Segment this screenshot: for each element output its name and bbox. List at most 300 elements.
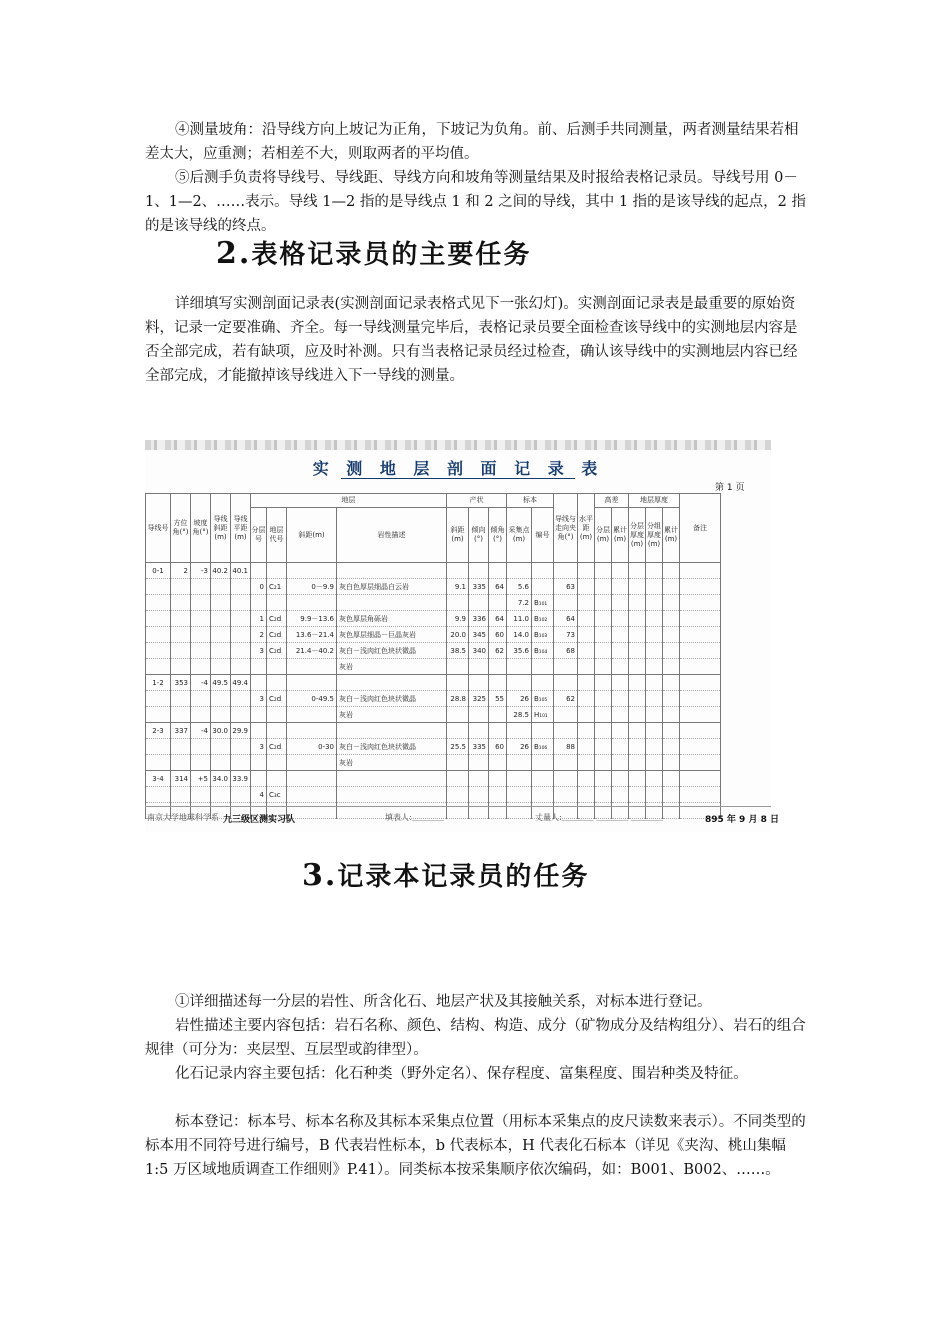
cell-empty: [629, 691, 646, 707]
header-layer-no: 分层号: [251, 508, 267, 563]
cell-attitude-distance: [447, 675, 469, 691]
cell-attitude-distance: [447, 755, 469, 771]
cell-attitude-distance: 28.8: [447, 691, 469, 707]
cell-flat-distance: [231, 739, 251, 755]
cell-azimuth: [171, 739, 191, 755]
cell-sample-point: [507, 787, 532, 803]
cell-traverse-no: [146, 691, 171, 707]
cell-empty: [646, 595, 663, 611]
cell-strike-angle: [554, 707, 578, 723]
cell-strike-angle: 68: [554, 643, 578, 659]
footer-rule: [145, 806, 771, 807]
cell-empty: [578, 691, 595, 707]
header-height-layer: 分层(m): [595, 508, 612, 563]
table-row: [146, 675, 721, 691]
paragraph-layer-description: ①详细描述每一分层的岩性、所含化石、地层产状及其接触关系，对标本进行登记。: [175, 994, 712, 1010]
cell-empty: [595, 659, 612, 675]
header-height-total: 累计(m): [612, 508, 629, 563]
scan-artifact-bar: [145, 440, 771, 450]
cell-empty: [680, 771, 721, 787]
cell-empty: [646, 627, 663, 643]
cell-attitude-distance: 38.5: [447, 643, 469, 659]
cell-empty: [629, 707, 646, 723]
cell-dip-angle: [489, 755, 507, 771]
cell-empty: [629, 771, 646, 787]
cell-azimuth: [171, 787, 191, 803]
cell-empty: [612, 771, 629, 787]
cell-empty: [612, 643, 629, 659]
cell-strike-angle: [554, 563, 578, 579]
cell-slope-distance: [211, 659, 231, 675]
cell-distance: [287, 755, 337, 771]
cell-sample-point: [507, 755, 532, 771]
cell-empty: [578, 611, 595, 627]
table-row: [146, 659, 721, 675]
cell-empty: [595, 611, 612, 627]
cell-strike-angle: [554, 771, 578, 787]
cell-strike-angle: 63: [554, 579, 578, 595]
cell-empty: [629, 611, 646, 627]
cell-empty: [680, 611, 721, 627]
table-row: [146, 723, 721, 739]
cell-slope-distance: [211, 755, 231, 771]
cell-distance: 13.6－21.4: [287, 627, 337, 643]
cell-empty: [663, 595, 680, 611]
cell-empty: [578, 595, 595, 611]
cell-lithology: [337, 723, 447, 739]
cell-layer-no: [251, 595, 267, 611]
cell-sample-no: [532, 755, 554, 771]
cell-dip-angle: [489, 659, 507, 675]
cell-empty: [646, 659, 663, 675]
cell-distance: [287, 771, 337, 787]
cell-layer-no: [251, 707, 267, 723]
cell-sample-no: B₁₀₆: [532, 739, 554, 755]
header-lithology: 岩性描述: [337, 508, 447, 563]
cell-distance: [287, 595, 337, 611]
cell-dip-angle: [489, 563, 507, 579]
header-group-sample: 标本: [507, 494, 554, 508]
table-row: [146, 739, 721, 755]
cell-empty: [612, 579, 629, 595]
header-sample-point: 采集点(m): [507, 508, 532, 563]
cell-slope: [191, 691, 211, 707]
cell-attitude-distance: [447, 563, 469, 579]
cell-dip-angle: 64: [489, 579, 507, 595]
cell-attitude-distance: 25.5: [447, 739, 469, 755]
cell-empty: [612, 691, 629, 707]
cell-attitude-distance: [447, 707, 469, 723]
cell-stratum-code: [267, 755, 287, 771]
cell-empty: [578, 659, 595, 675]
cell-dip-direction: 340: [469, 643, 489, 659]
cell-empty: [680, 659, 721, 675]
cell-slope: [191, 643, 211, 659]
cell-dip-direction: [469, 659, 489, 675]
cell-distance: 9.9－13.6: [287, 611, 337, 627]
cell-dip-direction: [469, 787, 489, 803]
footer-filler: 填表人:＿＿＿＿: [385, 813, 444, 822]
table-row: [146, 691, 721, 707]
record-table-image: [145, 440, 779, 832]
cell-azimuth: [171, 691, 191, 707]
cell-layer-no: 2: [251, 627, 267, 643]
cell-traverse-no: [146, 739, 171, 755]
cell-slope: [191, 627, 211, 643]
cell-empty: [629, 787, 646, 803]
cell-lithology: 灰白－浅肉红色块状微晶: [337, 643, 447, 659]
header-distance: 斜距(m): [287, 508, 337, 563]
cell-dip-direction: [469, 723, 489, 739]
header-dip-direction: 倾向(°): [469, 508, 489, 563]
cell-empty: [595, 691, 612, 707]
cell-empty: [612, 627, 629, 643]
cell-sample-point: 5.6: [507, 579, 532, 595]
cell-attitude-distance: [447, 659, 469, 675]
cell-flat-distance: [231, 707, 251, 723]
cell-empty: [578, 755, 595, 771]
cell-dip-direction: 345: [469, 627, 489, 643]
cell-flat-distance: 40.1: [231, 563, 251, 579]
cell-lithology: [337, 771, 447, 787]
cell-dip-angle: [489, 675, 507, 691]
cell-traverse-no: [146, 579, 171, 595]
cell-azimuth: [171, 659, 191, 675]
cell-empty: [612, 787, 629, 803]
cell-empty: [680, 755, 721, 771]
cell-slope: [191, 659, 211, 675]
footer-team: 九三级区测实习队: [223, 815, 296, 825]
cell-stratum-code: [267, 707, 287, 723]
header-group-thickness: 地层厚度: [629, 494, 680, 508]
cell-dip-direction: 325: [469, 691, 489, 707]
cell-slope-distance: [211, 579, 231, 595]
cell-layer-no: [251, 771, 267, 787]
cell-strike-angle: 64: [554, 611, 578, 627]
cell-strike-angle: [554, 675, 578, 691]
cell-empty: [663, 739, 680, 755]
cell-empty: [578, 627, 595, 643]
cell-lithology: 灰白－浅肉红色块状微晶: [337, 691, 447, 707]
cell-slope-distance: [211, 643, 231, 659]
cell-empty: [680, 691, 721, 707]
cell-empty: [680, 787, 721, 803]
cell-strike-angle: 73: [554, 627, 578, 643]
cell-slope-distance: 49.5: [211, 675, 231, 691]
cell-slope-distance: [211, 739, 231, 755]
cell-sample-no: [532, 579, 554, 595]
cell-slope-distance: 40.2: [211, 563, 231, 579]
cell-slope: [191, 611, 211, 627]
cell-lithology: 灰岩: [337, 755, 447, 771]
cell-flat-distance: [231, 579, 251, 595]
header-sample-no: 编号: [532, 508, 554, 563]
cell-traverse-no: 2-3: [146, 723, 171, 739]
cell-lithology: 灰白色厚层细晶白云岩: [337, 579, 447, 595]
cell-dip-angle: 62: [489, 643, 507, 659]
cell-slope: [191, 579, 211, 595]
cell-empty: [595, 643, 612, 659]
paragraph-slope-measurement: ④测量坡角：沿导线方向上坡记为正角，下坡记为负角。前、后测手共同测量，两者测量结果若相差太大，应重测；若相差不大，则取两者的平均值。: [145, 122, 799, 162]
cell-empty: [646, 611, 663, 627]
cell-empty: [680, 739, 721, 755]
cell-empty: [663, 787, 680, 803]
paragraph-sample-registration: 标本登记：标本号、标本名称及其标本采集点位置（用标本采集点的皮尺读数来表示）。不同类型的标本用不同符号进行编号，B 代表岩性标本，b 代表标本，H 代表化石标本（详见《夹沟、桃山集幅 1:5 万区域地质调查工作细则》P.41）。同类标本按采集顺序依次编码，如：B001、B002、……。: [145, 1114, 806, 1178]
cell-distance: [287, 675, 337, 691]
cell-stratum-code: C₂d: [267, 739, 287, 755]
cell-empty: [663, 755, 680, 771]
cell-lithology: 灰岩: [337, 707, 447, 723]
cell-empty: [680, 707, 721, 723]
cell-layer-no: [251, 563, 267, 579]
cell-stratum-code: C₃c: [267, 787, 287, 803]
paragraph-table-recorder: 详细填写实测剖面记录表(实测剖面记录表格式见下一张幻灯)。实测剖面记录表是最重要的原始资料，记录一定要准确、齐全。每一导线测量完毕后，表格记录员要全面检查该导线中的实测地层内容是否全部完成，若有缺项，应及时补测。只有当表格记录员经过检查，确认该导线中的实测地层内容已经全部完成，才能撤掉该导线进入下一导线的测量。: [145, 296, 798, 384]
cell-empty: [629, 723, 646, 739]
cell-attitude-distance: 9.9: [447, 611, 469, 627]
cell-flat-distance: [231, 787, 251, 803]
cell-stratum-code: C₂d: [267, 627, 287, 643]
cell-flat-distance: [231, 627, 251, 643]
cell-layer-no: [251, 675, 267, 691]
header-dip-angle: 倾角(°): [489, 508, 507, 563]
cell-sample-no: [532, 659, 554, 675]
cell-empty: [629, 579, 646, 595]
cell-empty: [663, 627, 680, 643]
cell-empty: [629, 675, 646, 691]
cell-empty: [646, 691, 663, 707]
header-thickness-group: 分组厚度(m): [646, 508, 663, 563]
table-row: [146, 755, 721, 771]
cell-dip-direction: 336: [469, 611, 489, 627]
cell-empty: [646, 771, 663, 787]
cell-traverse-no: [146, 787, 171, 803]
cell-empty: [578, 739, 595, 755]
cell-dip-angle: 55: [489, 691, 507, 707]
cell-sample-no: B₁₀₃: [532, 627, 554, 643]
cell-stratum-code: [267, 771, 287, 787]
header-azimuth: 方位角(°): [171, 494, 191, 563]
cell-strike-angle: [554, 755, 578, 771]
cell-layer-no: 1: [251, 611, 267, 627]
cell-lithology: 灰色厚层角砾岩: [337, 611, 447, 627]
cell-lithology: [337, 563, 447, 579]
cell-layer-no: 3: [251, 739, 267, 755]
header-remark: 备注: [680, 494, 721, 563]
cell-empty: [595, 563, 612, 579]
cell-attitude-distance: [447, 723, 469, 739]
cell-empty: [612, 739, 629, 755]
table-row: [146, 707, 721, 723]
table-row: [146, 611, 721, 627]
record-table-footer: [145, 808, 779, 828]
cell-empty: [680, 675, 721, 691]
cell-distance: [287, 723, 337, 739]
cell-sample-point: [507, 771, 532, 787]
cell-empty: [663, 723, 680, 739]
cell-empty: [578, 723, 595, 739]
header-flat-distance: 导线平距(m): [231, 494, 251, 563]
cell-slope-distance: [211, 595, 231, 611]
cell-layer-no: [251, 659, 267, 675]
cell-slope-distance: [211, 787, 231, 803]
cell-layer-no: 3: [251, 643, 267, 659]
cell-traverse-no: [146, 707, 171, 723]
cell-stratum-code: C₂1: [267, 579, 287, 595]
cell-attitude-distance: [447, 595, 469, 611]
cell-empty: [578, 771, 595, 787]
cell-empty: [663, 691, 680, 707]
table-row: [146, 643, 721, 659]
cell-empty: [595, 739, 612, 755]
cell-empty: [612, 595, 629, 611]
header-horizontal-distance: 水平距(m): [578, 494, 595, 563]
header-slope: 坡度角(°): [191, 494, 211, 563]
cell-flat-distance: 49.4: [231, 675, 251, 691]
cell-slope: -3: [191, 563, 211, 579]
cell-empty: [578, 579, 595, 595]
cell-attitude-distance: 20.0: [447, 627, 469, 643]
cell-empty: [595, 675, 612, 691]
cell-empty: [578, 707, 595, 723]
cell-empty: [595, 707, 612, 723]
cell-empty: [595, 579, 612, 595]
table-row: [146, 595, 721, 611]
cell-slope: [191, 595, 211, 611]
cell-distance: [287, 707, 337, 723]
cell-flat-distance: [231, 659, 251, 675]
paragraph-lithology-content: 岩性描述主要内容包括：岩石名称、颜色、结构、构造、成分（矿物成分及结构组分）、岩石的组合规律（可分为：夹层型、互层型或韵律型）。: [145, 1018, 806, 1058]
header-group-height-diff: 高差: [595, 494, 629, 508]
cell-empty: [595, 723, 612, 739]
header-traverse-no: 导线号: [146, 494, 171, 563]
section-2-heading: [216, 234, 531, 271]
cell-lithology: 灰岩: [337, 659, 447, 675]
cell-flat-distance: 33.9: [231, 771, 251, 787]
cell-distance: [287, 659, 337, 675]
header-thickness-total: 累计(m): [663, 508, 680, 563]
cell-empty: [595, 755, 612, 771]
cell-sample-point: 14.0: [507, 627, 532, 643]
cell-azimuth: 2: [171, 563, 191, 579]
cell-flat-distance: [231, 691, 251, 707]
cell-dip-direction: [469, 563, 489, 579]
cell-empty: [663, 707, 680, 723]
page-number: 第 1 页: [715, 483, 745, 493]
cell-empty: [629, 563, 646, 579]
cell-empty: [646, 563, 663, 579]
cell-empty: [663, 643, 680, 659]
cell-empty: [578, 563, 595, 579]
cell-slope-distance: [211, 707, 231, 723]
cell-attitude-distance: [447, 771, 469, 787]
cell-slope: [191, 707, 211, 723]
cell-sample-no: [532, 563, 554, 579]
cell-dip-angle: 60: [489, 739, 507, 755]
cell-dip-direction: [469, 755, 489, 771]
cell-attitude-distance: 9.1: [447, 579, 469, 595]
cell-sample-point: [507, 675, 532, 691]
header-attitude-distance: 斜距(m): [447, 508, 469, 563]
cell-empty: [663, 611, 680, 627]
cell-traverse-no: 0-1: [146, 563, 171, 579]
cell-layer-no: [251, 755, 267, 771]
cell-strike-angle: [554, 787, 578, 803]
cell-empty: [578, 643, 595, 659]
cell-empty: [595, 595, 612, 611]
cell-dip-angle: [489, 707, 507, 723]
cell-azimuth: [171, 611, 191, 627]
cell-traverse-no: [146, 595, 171, 611]
cell-sample-point: 26: [507, 691, 532, 707]
cell-empty: [612, 675, 629, 691]
cell-empty: [595, 771, 612, 787]
cell-slope: -4: [191, 675, 211, 691]
cell-strike-angle: 88: [554, 739, 578, 755]
cell-lithology: [337, 595, 447, 611]
title-underline: [341, 478, 575, 479]
cell-empty: [629, 739, 646, 755]
cell-lithology: [337, 787, 447, 803]
cell-empty: [663, 675, 680, 691]
cell-dip-angle: 64: [489, 611, 507, 627]
cell-slope-distance: 34.0: [211, 771, 231, 787]
cell-sample-point: [507, 563, 532, 579]
cell-empty: [612, 707, 629, 723]
cell-distance: 0-49.5: [287, 691, 337, 707]
header-group-stratum: 地层: [251, 494, 447, 508]
section-2-title: 表格记录员的主要任务: [251, 240, 532, 270]
cell-attitude-distance: [447, 787, 469, 803]
cell-azimuth: [171, 579, 191, 595]
cell-lithology: 灰色厚层细晶－巨晶灰岩: [337, 627, 447, 643]
cell-stratum-code: [267, 659, 287, 675]
cell-slope-distance: 30.0: [211, 723, 231, 739]
cell-dip-direction: [469, 675, 489, 691]
cell-strike-angle: 62: [554, 691, 578, 707]
cell-empty: [612, 563, 629, 579]
cell-empty: [663, 579, 680, 595]
cell-flat-distance: 29.9: [231, 723, 251, 739]
cell-slope: [191, 787, 211, 803]
cell-traverse-no: [146, 611, 171, 627]
table-row: [146, 563, 721, 579]
cell-azimuth: [171, 643, 191, 659]
cell-slope-distance: [211, 627, 231, 643]
cell-dip-direction: [469, 771, 489, 787]
cell-empty: [680, 563, 721, 579]
cell-traverse-no: 1-2: [146, 675, 171, 691]
paragraph-fossil-record: 化石记录内容主要包括：化石种类（野外定名）、保存程度、富集程度、围岩种类及特征。: [175, 1066, 748, 1082]
cell-sample-no: [532, 675, 554, 691]
cell-empty: [629, 627, 646, 643]
cell-sample-no: [532, 771, 554, 787]
cell-dip-direction: [469, 707, 489, 723]
footer-date: 895 年 9 月 8 日: [705, 815, 779, 825]
section-3-heading: [302, 856, 589, 893]
table-row: [146, 627, 721, 643]
cell-lithology: 灰白－浅肉红色块状微晶: [337, 739, 447, 755]
record-table-title: 实 测 地 层 剖 面 记 录 表: [312, 459, 604, 478]
cell-azimuth: [171, 755, 191, 771]
cell-stratum-code: C₂d: [267, 643, 287, 659]
cell-stratum-code: C₂d: [267, 611, 287, 627]
cell-layer-no: 0: [251, 579, 267, 595]
cell-empty: [646, 723, 663, 739]
cell-sample-point: 35.6: [507, 643, 532, 659]
cell-sample-no: B₁₀₁: [532, 595, 554, 611]
cell-empty: [680, 643, 721, 659]
cell-strike-angle: [554, 659, 578, 675]
